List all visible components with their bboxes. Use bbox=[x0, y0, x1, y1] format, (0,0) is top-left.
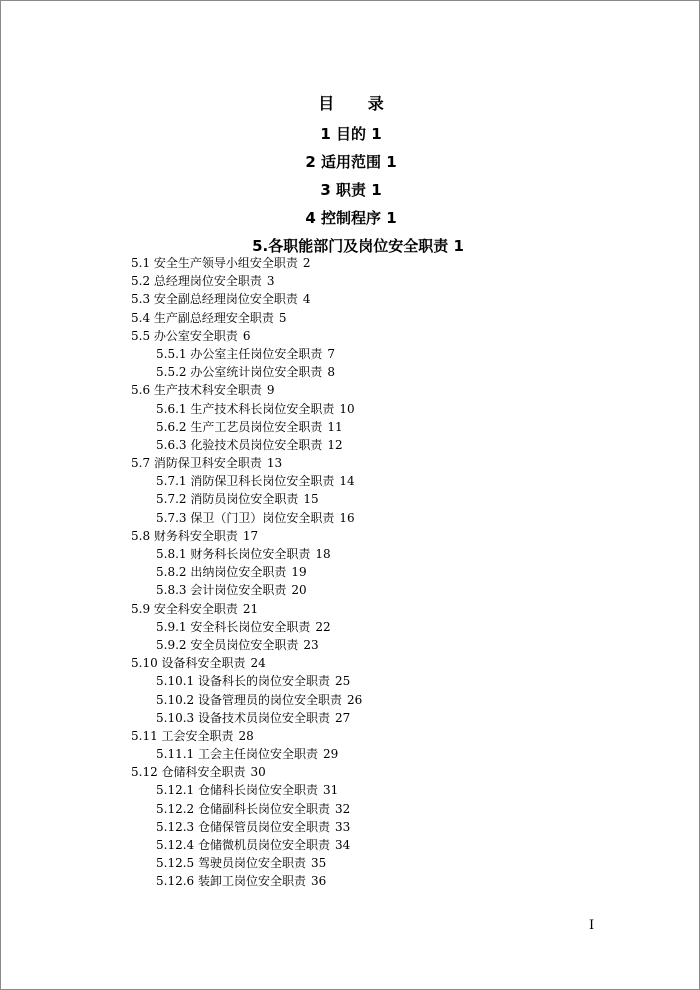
toc-heading: 4 控制程序 1 bbox=[305, 209, 397, 227]
toc-entry-label: 5.5.1 办公室主任岗位安全职责 bbox=[156, 346, 323, 361]
toc-entry[interactable] bbox=[1, 691, 700, 709]
toc-entry[interactable] bbox=[1, 327, 700, 345]
toc-entry-label: 5.12.6 装卸工岗位安全职责 bbox=[156, 874, 306, 889]
toc-entry[interactable] bbox=[1, 363, 700, 381]
toc-entry-label: 5.6.1 生产技术科长岗位安全职责 bbox=[156, 401, 335, 416]
toc-entry-page: 23 bbox=[303, 637, 319, 652]
toc-heading: 2 适用范围 1 bbox=[305, 153, 397, 171]
toc-entry-page: 19 bbox=[291, 565, 307, 580]
toc-entry-page: 4 bbox=[302, 292, 311, 307]
toc-entry-page: 2 bbox=[302, 256, 311, 270]
toc-entry-page: 3 bbox=[266, 274, 275, 289]
toc-entry-page: 22 bbox=[315, 619, 331, 634]
toc-entry-page: 20 bbox=[291, 583, 307, 598]
toc-entry-page: 18 bbox=[315, 547, 331, 561]
toc-entry-label: 5.9 安全科安全职责 bbox=[131, 601, 238, 616]
toc-entry[interactable] bbox=[1, 800, 700, 818]
toc-entry-label: 5.6 生产技术科安全职责 bbox=[131, 383, 262, 398]
toc-entry[interactable] bbox=[1, 400, 700, 418]
toc-entry-label: 5.12.1 仓储科长岗位安全职责 bbox=[156, 783, 318, 798]
toc-entry[interactable] bbox=[1, 872, 700, 890]
toc-entry[interactable] bbox=[1, 581, 700, 599]
toc-entry-page: 27 bbox=[334, 710, 351, 725]
toc-entry-label: 5.8.1 财务科长岗位安全职责 bbox=[156, 547, 311, 561]
toc-entry[interactable] bbox=[1, 745, 700, 763]
toc-entry-page: 16 bbox=[339, 510, 355, 525]
toc-entry[interactable] bbox=[1, 454, 700, 472]
toc-entry-page: 30 bbox=[250, 765, 266, 780]
toc-entry[interactable] bbox=[1, 672, 700, 690]
toc-entry-page: 33 bbox=[334, 819, 351, 834]
toc-entry-label: 5.12.5 驾驶员岗位安全职责 bbox=[156, 856, 306, 871]
toc-entry-page: 34 bbox=[334, 838, 351, 852]
toc-entry[interactable] bbox=[1, 600, 700, 618]
toc-entry-page: 8 bbox=[327, 365, 335, 380]
toc-entry-page: 28 bbox=[238, 728, 254, 743]
toc-entry[interactable] bbox=[1, 472, 700, 490]
toc-entry[interactable] bbox=[1, 563, 700, 581]
toc-entry[interactable] bbox=[1, 381, 700, 399]
toc-entry-label: 5.7 消防保卫科安全职责 bbox=[131, 456, 262, 471]
toc-entry-page: 35 bbox=[310, 856, 327, 871]
toc-entry-label: 5.4 生产副总经理安全职责 bbox=[131, 310, 274, 325]
toc-entry-label: 5.5.2 办公室统计岗位安全职责 bbox=[156, 365, 323, 380]
toc-entry-label: 5.5 办公室安全职责 bbox=[131, 328, 238, 343]
toc-entry-label: 5.7.2 消防员岗位安全职责 bbox=[156, 492, 299, 507]
toc-title: 目 录 bbox=[318, 94, 398, 113]
toc-entry[interactable] bbox=[1, 781, 700, 799]
toc-entry-label: 5.2 总经理岗位安全职责 bbox=[131, 274, 262, 289]
toc-entry-page: 17 bbox=[242, 528, 259, 543]
toc-entry-label: 5.8.3 会计岗位安全职责 bbox=[156, 583, 287, 598]
toc-entry-page: 5 bbox=[278, 310, 287, 325]
toc-entry-label: 5.9.1 安全科长岗位安全职责 bbox=[156, 619, 311, 634]
toc-heading-list bbox=[1, 120, 700, 260]
toc-entry[interactable] bbox=[1, 527, 700, 545]
toc-entry[interactable] bbox=[1, 618, 700, 636]
toc-entry-page: 6 bbox=[242, 328, 251, 343]
page-number: I bbox=[589, 918, 595, 933]
toc-entry-page: 14 bbox=[339, 474, 355, 489]
toc-entry-label: 5.12.4 仓储微机员岗位安全职责 bbox=[156, 838, 330, 852]
toc-entry-label: 5.10 设备科安全职责 bbox=[131, 656, 246, 671]
toc-entry[interactable] bbox=[1, 290, 700, 308]
toc-entry[interactable] bbox=[1, 818, 700, 836]
toc-entry-label: 5.11.1 工会主任岗位安全职责 bbox=[156, 747, 318, 762]
toc-entry-label: 5.9.2 安全员岗位安全职责 bbox=[156, 637, 299, 652]
toc-entry-page: 29 bbox=[322, 747, 339, 762]
toc-entry-page: 12 bbox=[327, 437, 343, 452]
toc-entry[interactable] bbox=[1, 272, 700, 290]
toc-entry[interactable] bbox=[1, 727, 700, 745]
toc-entry[interactable] bbox=[1, 854, 700, 872]
toc-entry-page: 15 bbox=[303, 492, 319, 507]
toc-entry[interactable] bbox=[1, 545, 700, 563]
toc-entry-label: 5.10.2 设备管理员的岗位安全职责 bbox=[156, 692, 342, 707]
toc-entry-label: 5.10.1 设备科长的岗位安全职责 bbox=[156, 674, 330, 689]
toc-entry-label: 5.3 安全副总经理岗位安全职责 bbox=[131, 292, 298, 307]
toc-entry-page: 11 bbox=[327, 419, 343, 434]
toc-entry-page: 32 bbox=[334, 801, 351, 816]
toc-entry-page: 21 bbox=[242, 601, 259, 616]
toc-entry-list bbox=[1, 254, 700, 891]
toc-entry[interactable] bbox=[1, 418, 700, 436]
toc-entry-label: 5.6.2 生产工艺员岗位安全职责 bbox=[156, 419, 323, 434]
toc-entry[interactable] bbox=[1, 709, 700, 727]
toc-heading: 1 目的 1 bbox=[320, 125, 382, 143]
toc-entry-label: 5.8 财务科安全职责 bbox=[131, 528, 238, 543]
toc-entry-label: 5.7.1 消防保卫科长岗位安全职责 bbox=[156, 474, 335, 489]
toc-heading: 5.各职能部门及岗位安全职责 1 bbox=[252, 237, 464, 255]
toc-entry[interactable] bbox=[1, 254, 700, 272]
toc-entry-page: 10 bbox=[339, 401, 355, 416]
toc-entry-page: 26 bbox=[346, 692, 363, 707]
toc-entry-page: 7 bbox=[327, 346, 335, 361]
toc-entry-page: 24 bbox=[250, 656, 266, 671]
toc-entry[interactable] bbox=[1, 509, 700, 527]
toc-entry[interactable] bbox=[1, 490, 700, 508]
toc-heading: 3 职责 1 bbox=[320, 181, 382, 199]
toc-entry-label: 5.11 工会安全职责 bbox=[131, 728, 234, 743]
toc-entry-page: 36 bbox=[310, 874, 327, 889]
toc-entry[interactable] bbox=[1, 836, 700, 854]
toc-entry[interactable] bbox=[1, 763, 700, 781]
toc-entry-label: 5.7.3 保卫（门卫）岗位安全职责 bbox=[156, 510, 335, 525]
toc-entry[interactable] bbox=[1, 345, 700, 363]
toc-entry-label: 5.10.3 设备技术员岗位安全职责 bbox=[156, 710, 330, 725]
toc-entry-page: 31 bbox=[322, 783, 339, 798]
toc-entry-label: 5.8.2 出纳岗位安全职责 bbox=[156, 565, 287, 580]
toc-entry-page: 9 bbox=[266, 383, 275, 398]
toc-entry[interactable] bbox=[1, 436, 700, 454]
toc-entry[interactable] bbox=[1, 309, 700, 327]
toc-entry-label: 5.1 安全生产领导小组安全职责 bbox=[131, 256, 298, 270]
toc-entry-label: 5.12.3 仓储保管员岗位安全职责 bbox=[156, 819, 330, 834]
toc-entry[interactable] bbox=[1, 654, 700, 672]
toc-entry-label: 5.12 仓储科安全职责 bbox=[131, 765, 246, 780]
toc-entry-label: 5.6.3 化验技术员岗位安全职责 bbox=[156, 437, 323, 452]
toc-entry-label: 5.12.2 仓储副科长岗位安全职责 bbox=[156, 801, 330, 816]
toc-entry[interactable] bbox=[1, 636, 700, 654]
toc-entry-page: 25 bbox=[334, 674, 351, 689]
toc-entry-page: 13 bbox=[266, 456, 283, 471]
